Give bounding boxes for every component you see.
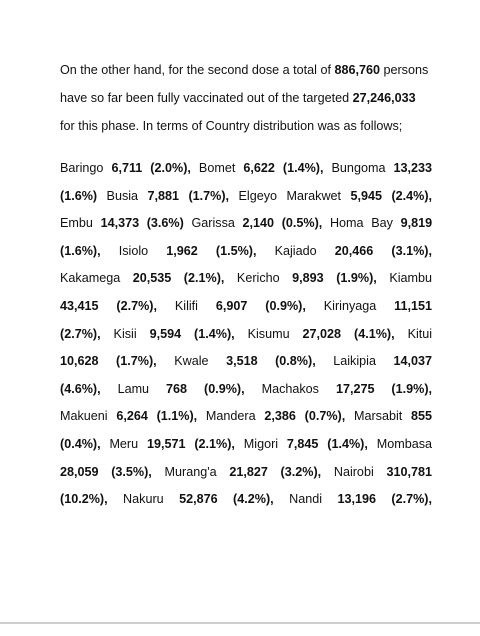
county-count: 14,037 (393, 354, 433, 369)
county-name: Kitui (407, 326, 433, 341)
county-value: 6,711 (2.0%), (111, 161, 191, 175)
county-entry (118, 382, 245, 396)
county-line (60, 491, 432, 507)
county-line (60, 436, 432, 452)
county-entry (248, 327, 395, 341)
county-entry (239, 189, 433, 203)
county-line (60, 188, 432, 204)
intro-text: have so far been fully vaccinated out of the targeted (60, 91, 353, 105)
county-entry (389, 271, 432, 285)
county-percentage: (1.6%), (60, 243, 101, 258)
county-value: 7,881 (1.7%), (147, 188, 230, 203)
county-entry (165, 465, 322, 479)
county-entry (60, 244, 101, 258)
county-name: Laikipia (333, 354, 376, 369)
county-percentage: (2.7%), (60, 326, 101, 341)
county-name: Mombasa (376, 437, 433, 451)
county-entry (206, 409, 345, 423)
county-entry (60, 382, 101, 396)
county-name: Kajiado (274, 243, 317, 258)
intro-text: for this phase. In terms of Country distribution was as follows; (60, 119, 403, 133)
county-line (60, 381, 432, 397)
county-entry (262, 382, 432, 396)
county-value: 10,628 (1.7%), (60, 354, 157, 369)
county-name: Busia (106, 188, 139, 203)
county-entry (174, 354, 316, 368)
county-name: Kirinyaga (323, 299, 377, 313)
county-value: 52,876 (4.2%), (179, 492, 274, 507)
county-name: Bungoma (331, 161, 386, 175)
county-entry (237, 271, 377, 285)
county-entry (289, 492, 432, 506)
county-entry (330, 216, 393, 230)
county-name: Migori (243, 437, 279, 451)
county-name: Bomet (198, 161, 236, 175)
county-percentage: (1.6%) (60, 188, 98, 203)
county-name: Nandi (289, 492, 322, 507)
county-entry (114, 327, 235, 341)
county-entry (394, 299, 432, 313)
county-name: Embu (60, 216, 93, 231)
county-name: Mandera (205, 409, 256, 424)
county-value: 9,594 (1.4%), (149, 326, 235, 341)
page-edge-divider (0, 622, 480, 624)
county-percentage: (10.2%), (60, 492, 108, 507)
county-count: 310,781 (386, 464, 432, 479)
county-line (60, 326, 432, 342)
county-percentage: (0.4%), (60, 437, 101, 451)
intro-line-1 (60, 62, 428, 78)
county-value: 768 (0.9%), (166, 381, 245, 396)
county-value: 1,962 (1.5%), (166, 243, 257, 258)
county-entry (354, 409, 402, 423)
county-name: Meru (109, 437, 139, 451)
county-name: Elgeyo Marakwet (238, 188, 342, 203)
county-name: Kakamega (60, 271, 121, 286)
county-count: 9,819 (400, 216, 433, 231)
county-name: Baringo (60, 161, 104, 175)
county-value: 2,140 (0.5%), (242, 216, 323, 231)
county-line (60, 160, 432, 176)
county-line (60, 243, 432, 259)
county-entry (60, 465, 152, 479)
county-name: Makueni (60, 409, 108, 424)
county-name: Lamu (117, 381, 150, 396)
county-entry (393, 161, 432, 175)
county-name: Kiambu (389, 271, 433, 286)
county-entry (199, 161, 324, 175)
county-name: Homa Bay (329, 216, 393, 231)
intro-line-2 (60, 90, 416, 106)
county-value: 20,466 (3.1%), (334, 243, 432, 258)
intro-text: persons (379, 63, 429, 77)
county-entry (60, 437, 101, 451)
county-entry (324, 299, 377, 313)
county-name: Kisii (113, 326, 137, 341)
county-value: 19,571 (2.1%), (146, 437, 235, 451)
county-entry (60, 271, 224, 285)
county-count: 855 (410, 409, 432, 424)
targeted-total: 27,246,033 (352, 91, 416, 105)
second-dose-total: 886,760 (334, 63, 380, 77)
county-value: 6,907 (0.9%), (215, 299, 306, 313)
county-entry (394, 354, 433, 368)
county-value: 6,622 (1.4%), (243, 161, 324, 175)
county-count: 11,151 (394, 299, 432, 313)
county-entry (60, 492, 108, 506)
county-entry (175, 299, 306, 313)
county-entry (408, 327, 433, 341)
county-entry (60, 161, 191, 175)
county-value: 6,264 (1.1%), (116, 409, 198, 424)
county-line (60, 353, 432, 369)
county-entry (332, 161, 386, 175)
county-entry (377, 437, 432, 451)
county-entry (119, 244, 257, 258)
county-percentage: (4.6%), (60, 381, 101, 396)
county-entry (60, 299, 157, 313)
intro-text: On the other hand, for the second dose a total of (60, 63, 335, 77)
county-entry (123, 492, 274, 506)
county-name: Kericho (236, 271, 280, 286)
county-line (60, 298, 432, 314)
county-value: 14,373 (3.6%) (100, 216, 184, 231)
county-value: 2,386 (0.7%), (264, 409, 346, 424)
county-entry (191, 216, 322, 230)
county-entry (60, 189, 97, 203)
county-value: 17,275 (1.9%), (335, 381, 433, 396)
county-entry (109, 437, 235, 451)
county-name: Nairobi (333, 464, 374, 479)
county-line (60, 464, 432, 480)
county-entry (60, 354, 157, 368)
county-entry (386, 465, 432, 479)
county-value: 43,415 (2.7%), (60, 299, 157, 313)
county-value: 3,518 (0.8%), (226, 354, 316, 369)
county-value: 21,827 (3.2%), (229, 464, 322, 479)
county-value: 13,196 (2.7%), (337, 492, 432, 507)
county-name: Machakos (261, 381, 319, 396)
county-value: 5,945 (2.4%), (350, 188, 433, 203)
county-value: 20,535 (2.1%), (132, 271, 225, 286)
county-entry (401, 216, 433, 230)
county-name: Kilifi (174, 299, 198, 313)
county-entry (334, 465, 374, 479)
county-name: Isiolo (118, 243, 149, 258)
county-value: 28,059 (3.5%), (60, 464, 152, 479)
county-name: Kisumu (247, 326, 290, 341)
county-value: 27,028 (4.1%), (302, 326, 395, 341)
county-value: 7,845 (1.4%), (286, 437, 368, 451)
county-name: Nakuru (123, 492, 164, 507)
county-line (60, 215, 432, 231)
county-line (60, 270, 432, 286)
county-entry (275, 244, 432, 258)
county-name: Kwale (174, 354, 209, 369)
county-entry (107, 189, 230, 203)
county-entry (60, 216, 184, 230)
county-value: 9,893 (1.9%), (292, 271, 377, 286)
county-name: Garissa (191, 216, 235, 231)
county-line (60, 408, 432, 424)
county-entry (333, 354, 376, 368)
county-entry (60, 409, 197, 423)
county-entry (244, 437, 368, 451)
county-name: Marsabit (353, 409, 403, 424)
county-entry (60, 327, 101, 341)
intro-line-3 (60, 118, 402, 134)
county-name: Murang'a (164, 464, 217, 479)
county-count: 13,233 (393, 161, 433, 175)
county-entry (411, 409, 432, 423)
